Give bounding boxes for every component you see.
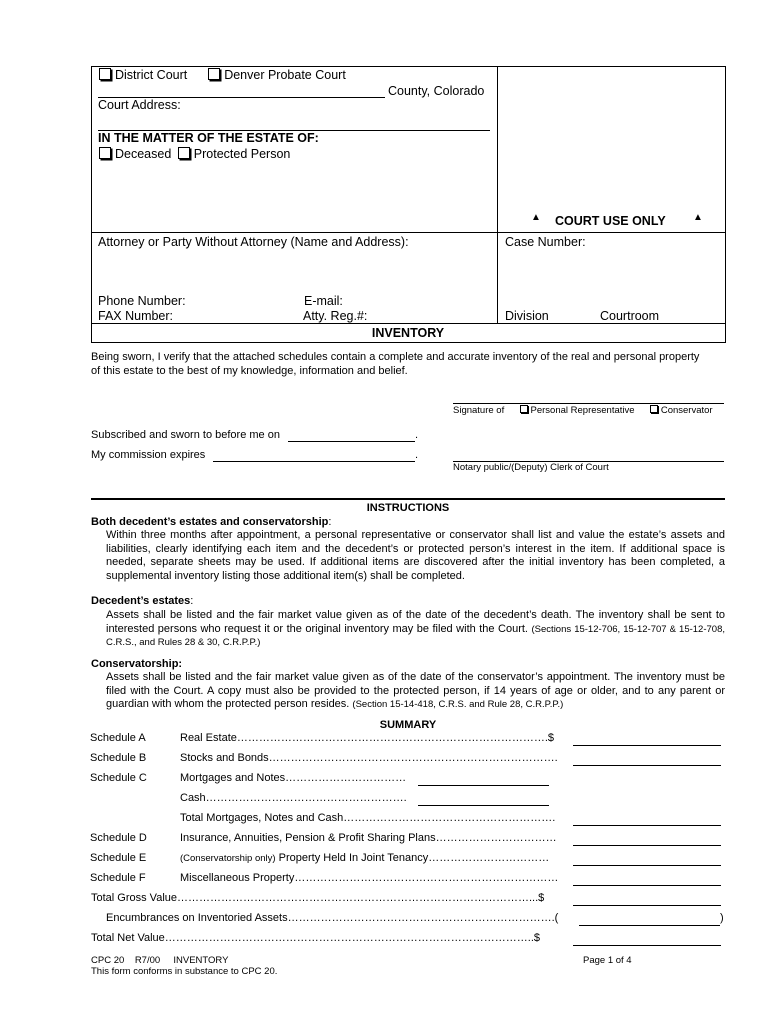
district-court-checkbox[interactable] xyxy=(99,68,111,80)
schedule-item-label: Stocks and Bonds……………………………………………………………………. xyxy=(180,752,558,764)
commission-label: My commission expires xyxy=(91,449,206,461)
notary-label: Notary public/(Deputy) Clerk of Court xyxy=(453,462,609,473)
protected-person-label: Protected Person xyxy=(193,147,291,161)
decedent-colon: : xyxy=(190,595,194,607)
caption-hline-1 xyxy=(91,232,725,233)
schedule-label: Schedule A xyxy=(90,732,146,744)
subscribed-period: . xyxy=(415,429,419,441)
schedule-item-label: Mortgages and Notes…………………………… xyxy=(180,772,407,784)
division-label: Division xyxy=(505,309,549,323)
both-heading: Both decedent’s estates and conservatorship xyxy=(91,516,329,528)
oath-statement-1: Being sworn, I verify that the attached schedules contain a complete and accurate inventory of the real and personal property xyxy=(91,351,700,363)
summary-row xyxy=(90,772,730,787)
schedule-item-label: Insurance, Annuities, Pension & Profit Sharing Plans…………………………… xyxy=(180,832,557,844)
mortgages-value-line[interactable] xyxy=(418,785,549,786)
both-colon: : xyxy=(328,516,332,528)
atty-reg-label: Atty. Reg.#: xyxy=(303,309,368,323)
protected-person-checkbox[interactable] xyxy=(178,147,190,159)
signature-line[interactable] xyxy=(453,403,724,404)
encumbrances-label: Encumbrances on Inventoried Assets……………………………………………………………….( xyxy=(106,912,559,924)
conservatorship-text: Assets shall be listed and the fair market value given as of the date of the conservator’s appointment. The inventory must be filed with the Court. A copy must also be provided to the protected person, if 14 years of age or older, and to any parent or guardian with whom the protected person resides. xyxy=(106,671,725,711)
court-use-only: COURT USE ONLY xyxy=(555,214,666,228)
deceased-checkbox[interactable] xyxy=(99,147,111,159)
schedule-a-value-line[interactable] xyxy=(573,745,721,746)
schedule-e-qualifier: (Conservatorship only) xyxy=(180,853,276,864)
schedule-item-label: Total Mortgages, Notes and Cash…………………………………………………. xyxy=(180,812,556,824)
up-arrow-icon-right: ▲ xyxy=(693,212,703,223)
conservatorship-citation: (Section 15-14-418, C.R.S. and Rule 28, C.R.P.P.) xyxy=(352,699,564,711)
case-number-label: Case Number: xyxy=(505,235,586,249)
oath-statement-2: of this estate to the best of my knowledge, information and belief. xyxy=(91,365,408,377)
caption-hline-2 xyxy=(91,323,725,324)
decedent-citation: (Sections 15-12-706, 15-12-707 & 15-12-708, C.R.S., and Rules 28 & 30, C.R.P.P.) xyxy=(106,623,725,649)
form-title: INVENTORY xyxy=(371,326,445,340)
decedent-text: Assets shall be listed and the fair market value given as of the date of the decedent’s death. The inventory shall be sent to interested persons who request it or the original inventory may be filed with the Court. xyxy=(106,609,725,635)
encumbrances-close-paren: ) xyxy=(720,912,724,924)
commission-date-line[interactable] xyxy=(213,461,415,462)
court-address-label: Court Address: xyxy=(98,98,181,112)
schedule-label: Schedule C xyxy=(90,772,147,784)
schedule-item-label: Real Estate………………………………………………………………………….$ xyxy=(180,732,555,744)
summary-row xyxy=(90,792,730,807)
matter-title: IN THE MATTER OF THE ESTATE OF: xyxy=(98,131,319,145)
subscribed-label: Subscribed and sworn to before me on xyxy=(91,429,280,441)
denver-probate-checkbox[interactable] xyxy=(208,68,220,80)
county-label: County, Colorado xyxy=(388,84,485,98)
email-label: E-mail: xyxy=(304,294,343,308)
footer-conforms: This form conforms in substance to CPC 20. xyxy=(91,966,278,977)
schedule-d-value-line[interactable] xyxy=(573,845,721,846)
schedule-e-value-line[interactable] xyxy=(573,865,721,866)
instructions-rule xyxy=(91,498,725,500)
schedule-f-value-line[interactable] xyxy=(573,885,721,886)
subscribed-date-line[interactable] xyxy=(288,441,415,442)
conservator-label: Conservator xyxy=(660,405,713,416)
schedule-label: Schedule F xyxy=(90,872,146,884)
cash-value-line[interactable] xyxy=(418,805,549,806)
schedule-item-label: Miscellaneous Property……………………………………………………………… xyxy=(180,872,559,884)
denver-probate-label: Denver Probate Court xyxy=(224,68,346,82)
footer-page-number: Page 1 of 4 xyxy=(583,955,632,966)
instructions-title: INSTRUCTIONS xyxy=(366,502,450,514)
total-mortgages-value-line[interactable] xyxy=(573,825,721,826)
fax-label: FAX Number: xyxy=(98,309,174,323)
schedule-label: Schedule D xyxy=(90,832,147,844)
signature-of-label: Signature of xyxy=(453,405,505,416)
schedule-item-label: Property Held In Joint Tenancy…………………………… xyxy=(278,852,550,864)
commission-period: . xyxy=(415,449,419,461)
caption-box xyxy=(91,66,726,343)
total-gross-label: Total Gross Value……………………………………………………………………………………...$ xyxy=(91,892,545,904)
decedent-heading: Decedent’s estates xyxy=(91,595,191,607)
district-court-label: District Court xyxy=(115,68,188,82)
summary-title: SUMMARY xyxy=(379,719,437,731)
footer-form-id: CPC 20 R7/00 INVENTORY xyxy=(91,955,229,966)
total-net-label: Total Net Value………………………………………………………………………………………..$ xyxy=(91,932,541,944)
conservator-checkbox[interactable] xyxy=(650,405,658,413)
courtroom-label: Courtroom xyxy=(600,309,660,323)
caption-vertical-divider xyxy=(497,66,498,323)
attorney-label: Attorney or Party Without Attorney (Name and Address): xyxy=(98,235,409,249)
schedule-label: Schedule E xyxy=(90,852,147,864)
both-text: Within three months after appointment, a personal representative or conservator shall list and value the estate’s assets and liabilities, clearly identifying each item and the decedent’s or protected person’s interest in the item. If additional space is needed, separate sheets may be used. If additional items are discovered after the initial inventory has been completed, a supplemental inventory listing those additional item(s) shall be completed. xyxy=(106,529,725,582)
schedule-b-value-line[interactable] xyxy=(573,765,721,766)
personal-rep-label: Personal Representative xyxy=(530,405,635,416)
total-net-value-line[interactable] xyxy=(573,945,721,946)
phone-label: Phone Number: xyxy=(98,294,186,308)
up-arrow-icon-left: ▲ xyxy=(531,212,541,223)
schedule-item-label: Cash………………………………………………. xyxy=(180,792,407,804)
personal-rep-checkbox[interactable] xyxy=(520,405,528,413)
encumbrances-value-line[interactable] xyxy=(579,925,720,926)
schedule-label: Schedule B xyxy=(90,752,147,764)
deceased-label: Deceased xyxy=(115,147,172,161)
conservatorship-heading: Conservatorship: xyxy=(91,658,183,670)
total-gross-value-line[interactable] xyxy=(573,905,721,906)
